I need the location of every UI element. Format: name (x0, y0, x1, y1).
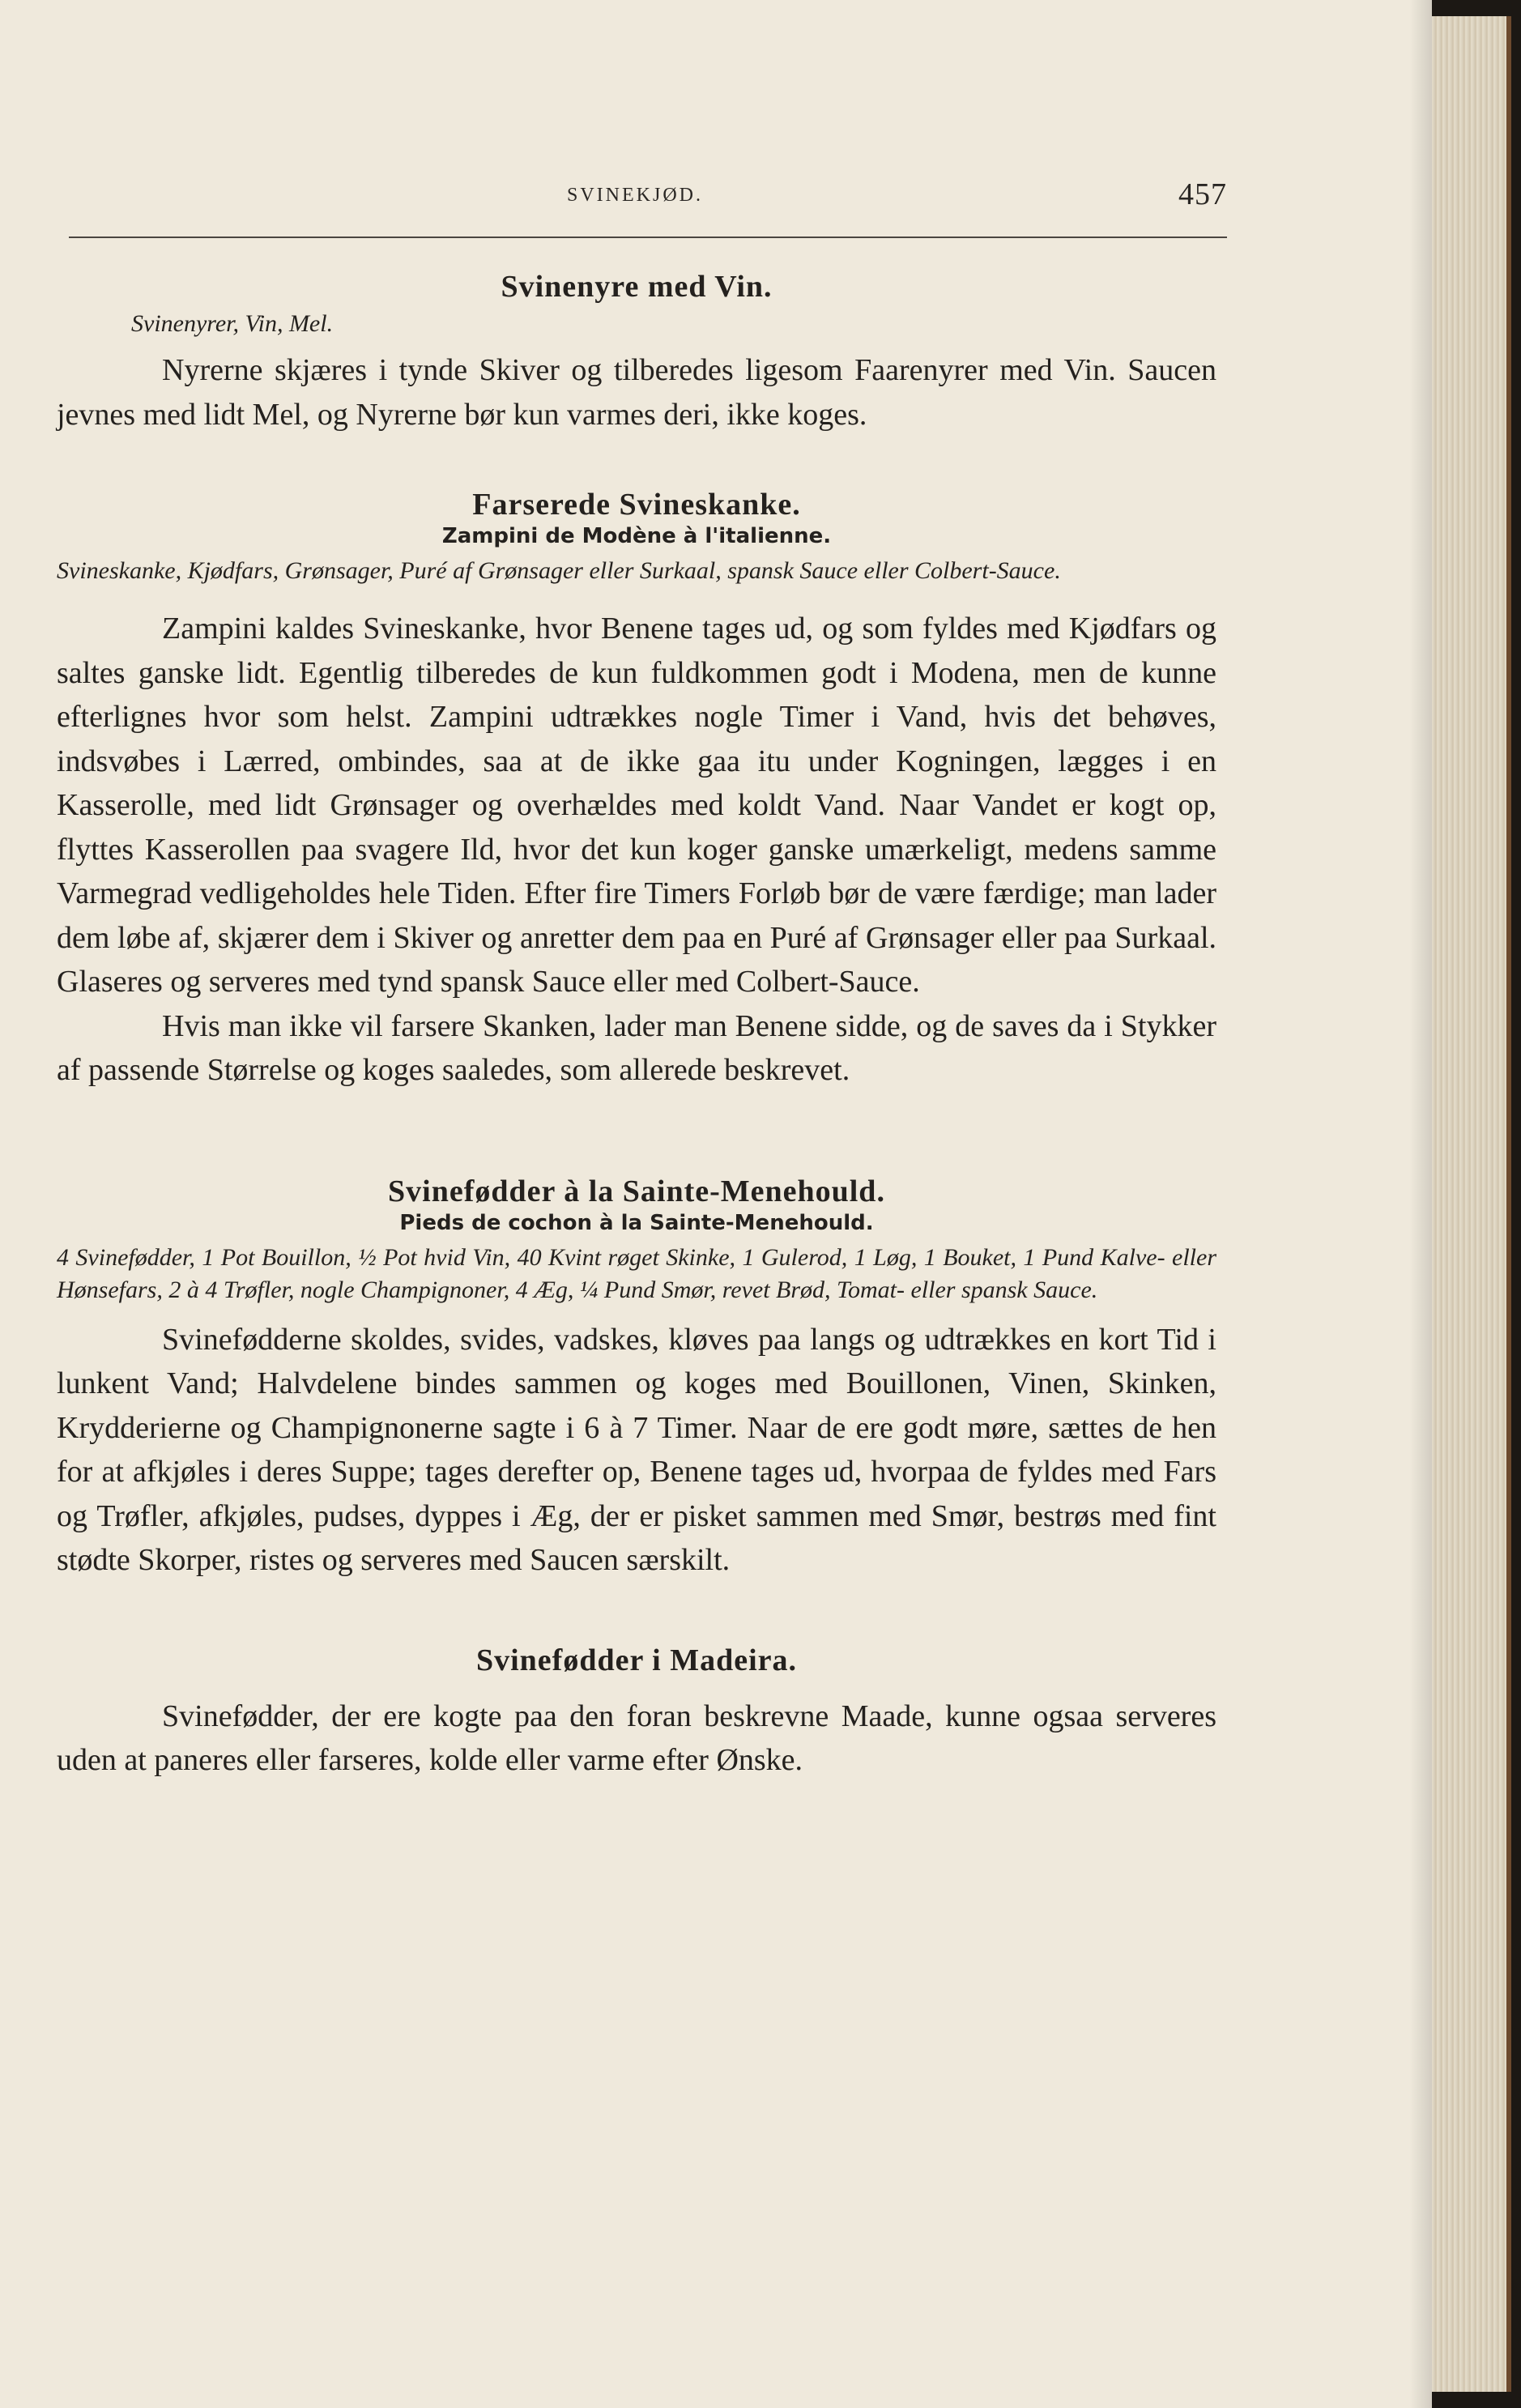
recipe-french-title: Pieds de cochon à la Sainte-Menehould. (399, 1210, 874, 1235)
page-content (57, 259, 1216, 1783)
recipe-title: Svinenyre med Vin. (501, 270, 773, 304)
recipe-paragraph: Hvis man ikke vil farsere Skanken, lader man Benene sidde, og de saves da i Stykker af passende Størrelse og koges saaledes, som allerede beskrevet. (57, 1008, 1216, 1087)
recipe-title: Svinefødder à la Sainte-Menehould. (388, 1174, 885, 1208)
recipe-paragraph: Zampini kaldes Svineskanke, hvor Benene tages ud, og som fyldes med Kjødfars og saltes ganske lidt. Egentlig tilberedes de kun fuldkommen godt i Modena, men de kunne efterlignes hvor som helst. Zampini udtrækkes nogle Timer i Vand, hvis det behøves, indsvøbes i Lærred, ombindes, saa at de ikke gaa itu under Kogningen, lægges i en Kasserolle, med lidt Grønsager og overhældes med koldt Vand. Naar Vandet er kogt op, flyttes Kasserollen paa svagere Ild, hvor det kun koger ganske umærkeligt, medens samme Varmegrad vedligeholdes hele Tiden. Efter fire Timers Forløb bør de være færdige; man lader dem løbe af, skjærer dem i Skiver og anretter dem paa en Puré af Grønsager eller paa Surkaal. Glaseres og serveres med tynd spansk Sauce eller med Colbert-Sauce. (57, 612, 1216, 999)
recipe-title: Farserede Svineskanke. (472, 488, 801, 522)
recipe-title: Svinefødder i Madeira. (475, 1643, 797, 1677)
recipe-farserede-svineskanke (57, 487, 1216, 1093)
recipe-paragraph: Svinefødder, der ere kogte paa den foran beskrevne Maade, kunne ogsaa serveres uden at paneres eller farseres, kolde eller varme efter Ønske. (57, 1698, 1216, 1777)
ingredient-list: Svineskanke, Kjødfars, Grønsager, Puré af Grønsager eller Surkaal, spansk Sauce eller Colbert-Sauce. (57, 557, 1061, 584)
page-gutter-shadow (1409, 0, 1432, 2408)
recipe-svinefodder-sainte-menehould (57, 1174, 1216, 1583)
page-number: 457 (1178, 177, 1227, 211)
recipe-french-title: Zampini de Modène à l'italienne. (441, 524, 832, 548)
recipe-svinenyre-med-vin (57, 269, 1216, 437)
ingredient-list: Svinenyrer, Vin, Mel. (131, 310, 334, 337)
recipe-paragraph: Svinefødderne skoldes, svides, vadskes, kløves paa langs og udtrækkes en kort Tid i lunkent Vand; Halvdelene bindes sammen og koges med Bouillonen, Vinen, Skinken, Krydderierne og Champignonerne sagte i 6 à 7 Timer. Naar de ere godt møre, sættes de hen for at afkjøles i deres Suppe; tages derefter op, Benene tages ud, hvorpaa de fyldes med Fars og Trøfler, afkjøles, pudses, dyppes i Æg, der er pisket sammen med Smør, bestrøs med fint stødte Skorper, ristes og serveres med Saucen særskilt. (57, 1322, 1216, 1577)
page-block-edge (1432, 16, 1511, 2392)
recipe-paragraph: Nyrerne skjæres i tynde Skiver og tilberedes ligesom Faarenyrer med Vin. Saucen jevnes med lidt Mel, og Nyrerne bør kun varmes deri, ikke koges. (57, 353, 1216, 432)
recipe-svinefodder-i-madeira (57, 1643, 1216, 1783)
header-rule (69, 237, 1227, 238)
running-head (53, 177, 1227, 225)
ingredient-list: 4 Svinefødder, 1 Pot Bouillon, ½ Pot hvid Vin, 40 Kvint røget Skinke, 1 Gulerod, 1 Løg, 1 Bouket, 1 Pund Kalve- eller Hønsefars, 2 à 4 Trøfler, nogle Champignoner, 4 Æg, ¼ Pund Smør, revet Brød, Tomat- eller spansk Sauce. (57, 1243, 1216, 1303)
running-title: SVINEKJØD. (567, 185, 703, 206)
